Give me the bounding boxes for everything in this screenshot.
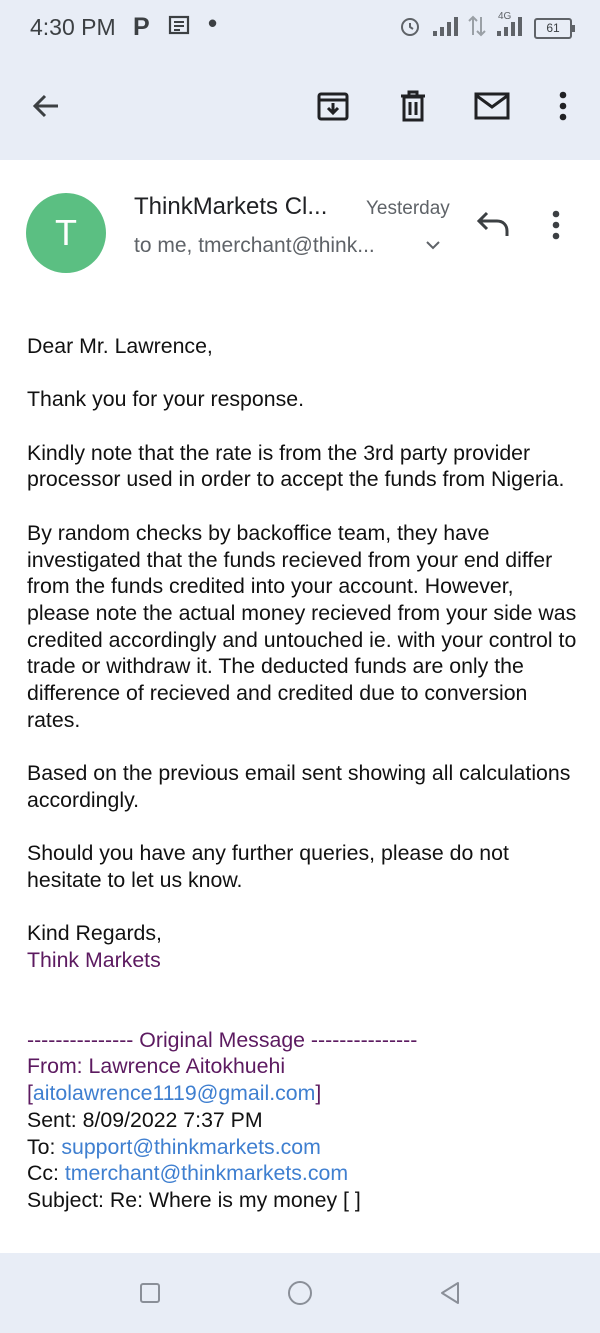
cc-email-link[interactable]: tmerchant@thinkmarkets.com xyxy=(64,1161,349,1186)
recipients[interactable]: to me, tmerchant@think... xyxy=(134,234,375,257)
avatar: T xyxy=(26,193,106,273)
back-icon[interactable] xyxy=(434,1277,466,1309)
news-icon xyxy=(168,14,190,42)
battery-level: 61 xyxy=(546,20,560,35)
sender-name[interactable]: ThinkMarkets Cl... xyxy=(134,193,328,220)
to-email-link[interactable]: support@thinkmarkets.com xyxy=(61,1134,321,1159)
original-subject: Subject: Re: Where is my money [ ] xyxy=(27,1188,361,1212)
original-to xyxy=(27,1134,582,1161)
more-vert-icon[interactable] xyxy=(543,86,583,126)
from-email-link[interactable]: aitolawrence1119@gmail.com xyxy=(32,1081,316,1106)
body-paragraph: By random checks by backoffice team, they have investigated that the funds recieved from your end differ from the funds credited into your account. However, please note the actual money recieved from your side was credited accordingly and untouched ie. with your control to trade or withdraw it. The deducted funds are only the difference of recieved and credited due to conversion rates. xyxy=(27,520,577,732)
dot-icon: • xyxy=(208,8,218,38)
body-paragraph: Kindly note that the rate is from the 3rd party provider processor used in order to accept the funds from Nigeria. xyxy=(27,440,565,492)
alarm-icon xyxy=(398,14,422,43)
from-label: From: xyxy=(27,1054,89,1079)
greeting: Dear Mr. Lawrence, xyxy=(27,334,213,358)
nav-bar xyxy=(0,1253,600,1333)
home-icon[interactable] xyxy=(284,1277,316,1309)
body-paragraph: Based on the previous email sent showing all calculations accordingly. xyxy=(27,761,571,812)
signal-icon xyxy=(432,15,458,42)
status-right xyxy=(398,10,572,42)
more-vert-icon[interactable] xyxy=(551,209,561,246)
bracket-open: [ xyxy=(27,1081,33,1106)
from-name: Lawrence Aitokhuehi xyxy=(88,1054,286,1079)
original-from xyxy=(27,1053,582,1080)
cc-label: Cc: xyxy=(27,1161,65,1186)
status-time: 4:30 PM xyxy=(30,14,116,40)
original-from-email xyxy=(27,1080,582,1107)
body-paragraph: Thank you for your response. xyxy=(27,387,305,412)
original-sent: Sent: 8/09/2022 7:37 PM xyxy=(27,1107,263,1132)
reply-icon[interactable] xyxy=(474,210,510,245)
signal-4g-icon xyxy=(496,10,524,42)
network-label: 4G xyxy=(498,10,512,22)
original-message-separator: --------------- Original Message --------------- xyxy=(27,1027,418,1052)
toolbar xyxy=(0,56,600,160)
email-body xyxy=(27,333,582,1214)
signoff: Kind Regards, xyxy=(27,921,162,946)
chevron-down-icon[interactable] xyxy=(424,238,442,257)
signature: Think Markets xyxy=(27,948,161,973)
battery-icon xyxy=(534,18,572,39)
archive-icon[interactable] xyxy=(313,86,353,126)
recents-icon[interactable] xyxy=(134,1277,166,1309)
p-icon: P xyxy=(133,13,150,41)
email-date: Yesterday xyxy=(366,198,450,219)
original-cc xyxy=(27,1160,582,1187)
status-bar xyxy=(0,0,600,56)
delete-icon[interactable] xyxy=(393,86,433,126)
to-label: To: xyxy=(27,1134,62,1159)
mark-unread-icon[interactable] xyxy=(472,86,512,126)
back-arrow-icon[interactable] xyxy=(26,86,66,126)
bracket-close: ] xyxy=(315,1081,322,1106)
data-arrows-icon xyxy=(468,14,486,43)
body-paragraph: Should you have any further queries, please do not hesitate to let us know. xyxy=(27,841,509,892)
